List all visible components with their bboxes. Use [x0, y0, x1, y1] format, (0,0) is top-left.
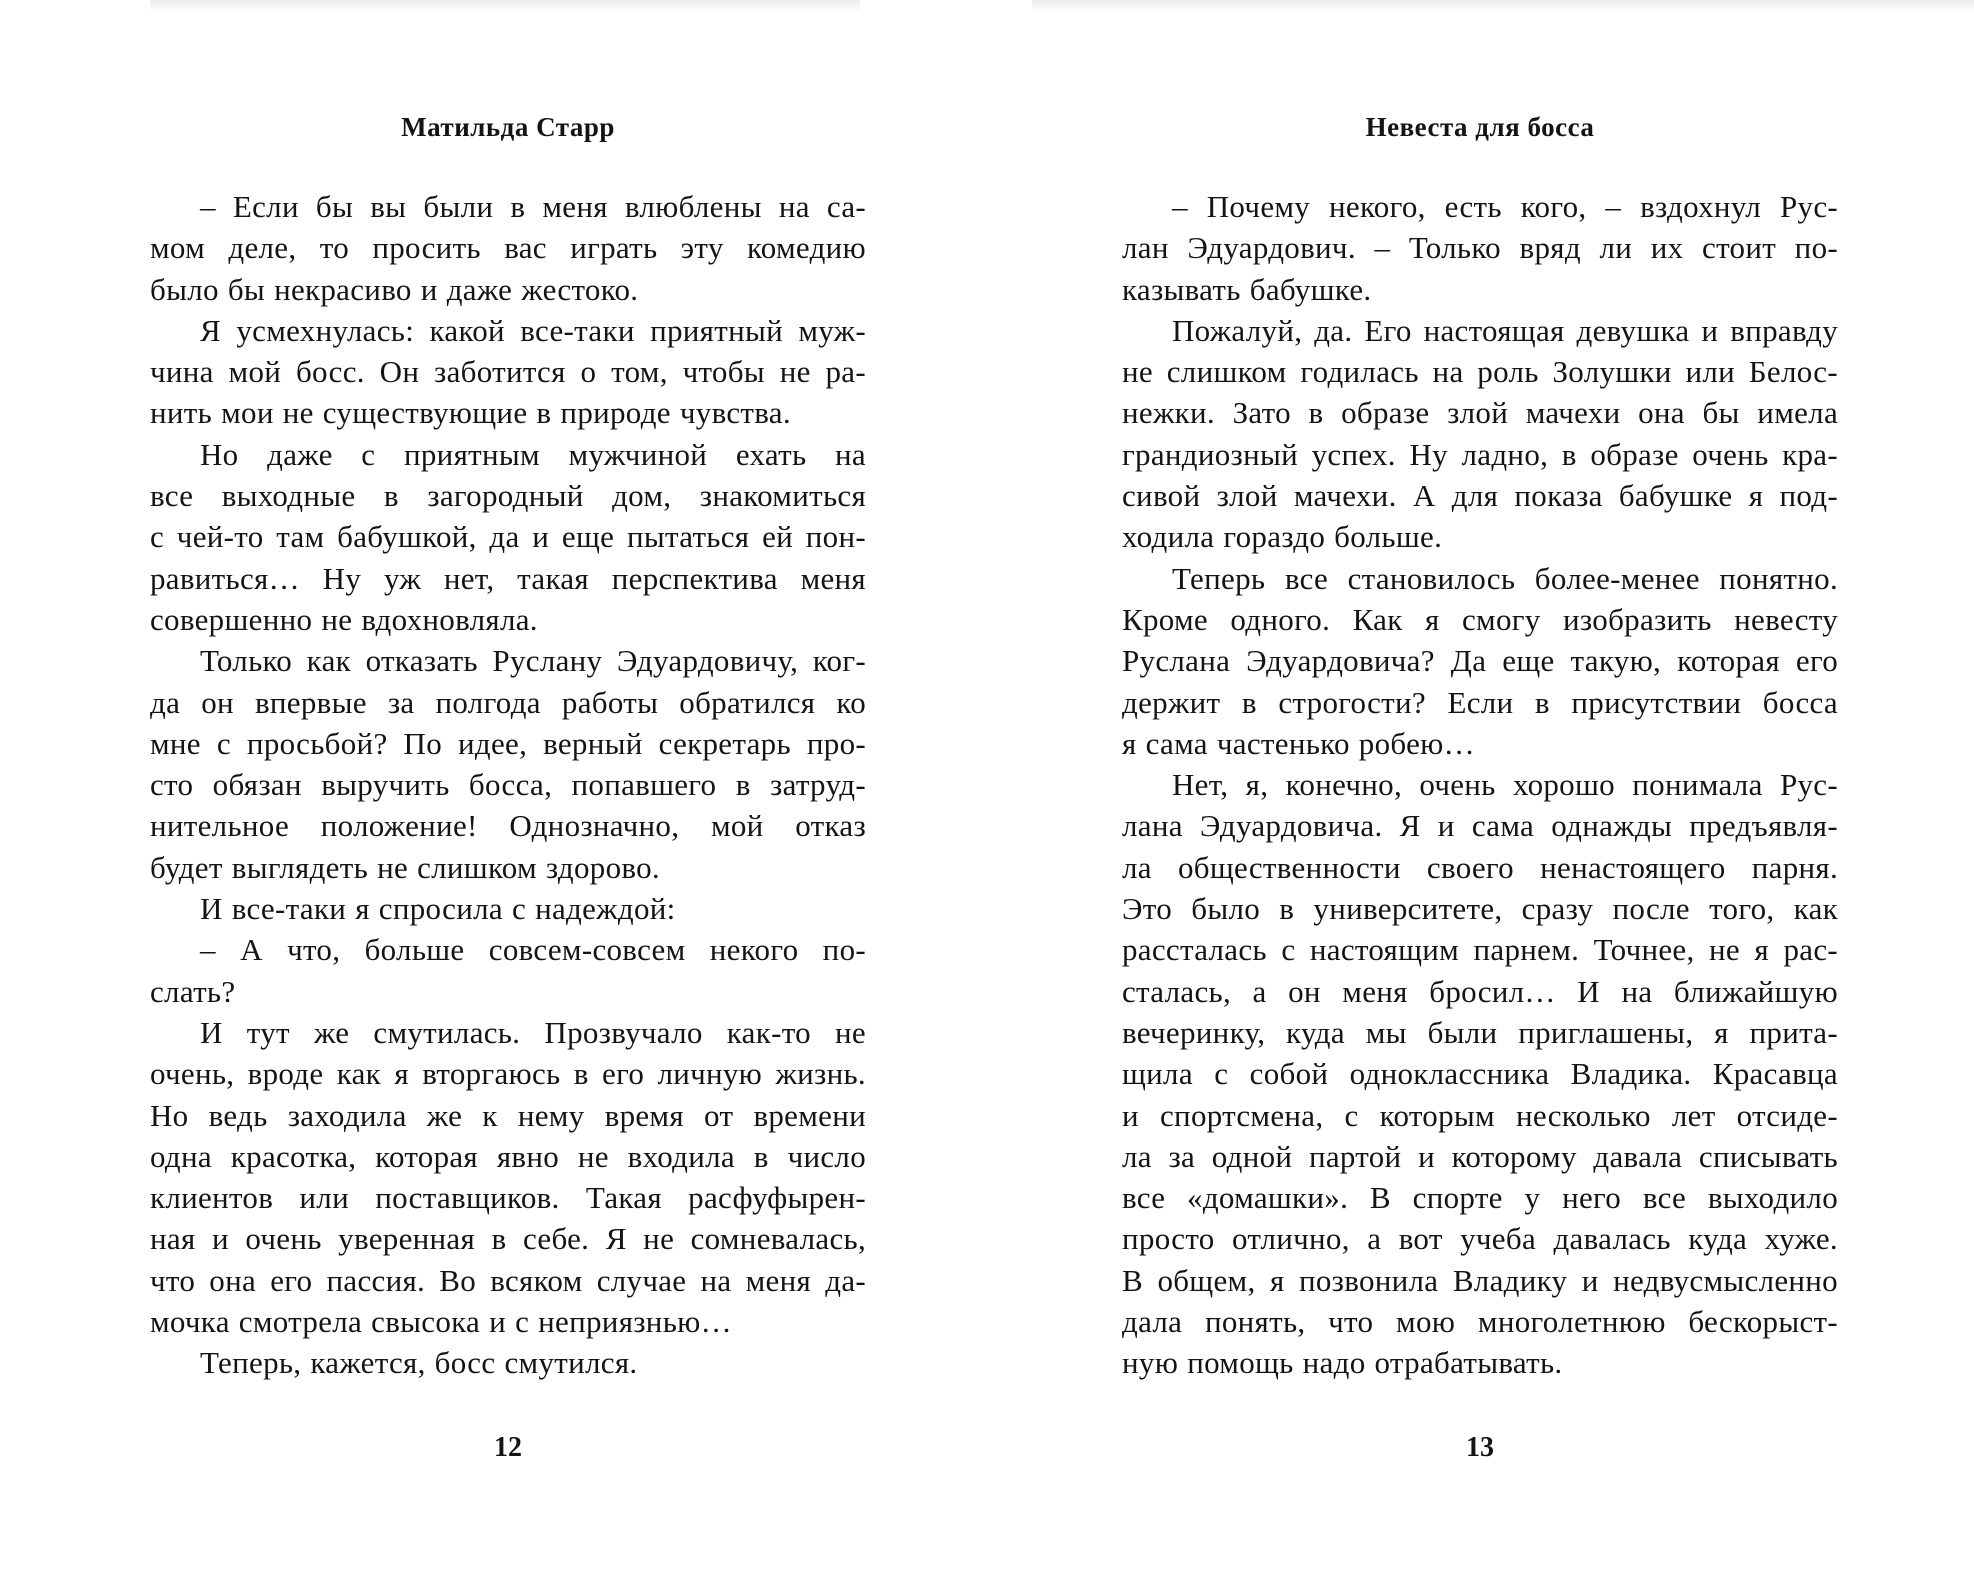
text-line: Кроме одного. Как я смогу изобразить невесту: [1122, 601, 1838, 637]
text-line: лан Эдуардович. – Только вряд ли их стоит по-: [1122, 230, 1838, 266]
text-line: клиентов или поставщиков. Такая расфуфырен-: [150, 1180, 866, 1216]
text-line: рассталась с настоящим парнем. Точнее, не я рас-: [1122, 932, 1838, 968]
right-page-number: 13: [1466, 1432, 1494, 1463]
text-line: нительное положение! Однозначно, мой отказ: [150, 808, 866, 844]
text-line: я сама частенько робею…: [1122, 725, 1475, 761]
text-line: все выходные в загородный дом, знакомиться: [150, 478, 866, 514]
right-page: [1122, 0, 1838, 1582]
text-line: мне с просьбой? По идее, верный секретарь про-: [150, 725, 866, 761]
text-line: казывать бабушке.: [1122, 271, 1372, 307]
left-running-header: Матильда Старр: [401, 112, 615, 142]
text-line: что она его пассия. Во всяком случае на меня да-: [150, 1262, 866, 1298]
text-line: сивой злой мачехи. А для показа бабушке я под-: [1122, 478, 1838, 514]
text-line: сто обязан выручить босса, попавшего в затруд-: [150, 767, 866, 803]
right-running-header: Невеста для босса: [1365, 112, 1595, 142]
text-line: щила с собой одноклассника Владика. Красавца: [1122, 1056, 1838, 1092]
text-line: совершенно не вдохновляла.: [150, 601, 538, 637]
text-line: одна красотка, которая явно не входила в число: [150, 1138, 866, 1174]
text-line: нежки. Зато в образе злой мачехи она бы имела: [1122, 395, 1838, 431]
text-line: да он впервые за полгода работы обратился ко: [150, 684, 866, 720]
text-line: мочка смотрела свысока и с неприязнью…: [150, 1304, 732, 1340]
text-line: Теперь, кажется, босс смутился.: [200, 1345, 638, 1381]
text-line: В общем, я позвонила Владику и недвусмысленно: [1122, 1262, 1838, 1298]
text-line: вечеринку, куда мы были приглашены, я прита-: [1122, 1014, 1838, 1050]
text-line: грандиозный успех. Ну ладно, в образе очень кра-: [1122, 436, 1838, 472]
left-page-number: 12: [494, 1432, 522, 1463]
text-line: нить мои не существующие в природе чувства.: [150, 395, 791, 431]
text-line: Но ведь заходила же к нему время от времени: [150, 1097, 866, 1133]
text-line: И все-таки я спросила с надеждой:: [200, 891, 676, 927]
left-body-text: [150, 186, 866, 1384]
text-line: равиться… Ну уж нет, такая перспектива меня: [150, 560, 866, 596]
text-line: будет выглядеть не слишком здорово.: [150, 849, 660, 885]
text-line: Теперь все становилось более-менее понятно.: [1172, 560, 1838, 596]
text-line: слать?: [150, 973, 236, 1009]
text-line: Это было в университете, сразу после того, как: [1122, 891, 1838, 927]
text-line: дала понять, что мою многолетнюю бескорыст-: [1122, 1304, 1838, 1340]
text-line: Я усмехнулась: какой все-таки приятный муж-: [200, 312, 866, 348]
text-line: все «домашки». В спорте у него все выходило: [1122, 1180, 1838, 1216]
text-line: – А что, больше совсем-совсем некого по-: [200, 932, 866, 968]
text-line: было бы некрасиво и даже жестоко.: [150, 271, 639, 307]
text-line: Но даже с приятным мужчиной ехать на: [200, 436, 866, 472]
text-line: Только как отказать Руслану Эдуардовичу, ког-: [200, 643, 866, 679]
text-line: – Если бы вы были в меня влюблены на са-: [200, 189, 866, 224]
text-line: сталась, а он меня бросил… И на ближайшую: [1122, 973, 1838, 1009]
text-line: ходила гораздо больше.: [1122, 519, 1443, 555]
text-line: и спортсмена, с которым несколько лет отсиде-: [1122, 1097, 1838, 1133]
text-line: – Почему некого, есть кого, – вздохнул Рус-: [1172, 189, 1838, 224]
text-line: ла за одной партой и которому давала списывать: [1122, 1138, 1838, 1174]
text-line: Пожалуй, да. Его настоящая девушка и вправду: [1172, 312, 1838, 348]
left-page: [150, 0, 866, 1582]
text-line: не слишком годилась на роль Золушки или Белос-: [1122, 354, 1838, 390]
text-line: держит в строгости? Если в присутствии босса: [1122, 684, 1838, 720]
text-line: очень, вроде как я вторгаюсь в его личную жизнь.: [150, 1056, 866, 1092]
text-line: чина мой босс. Он заботится о том, чтобы не ра-: [150, 354, 866, 390]
text-line: Руслана Эдуардовича? Да еще такую, которая его: [1122, 643, 1838, 679]
text-line: лана Эдуардовича. Я и сама однажды предъявля-: [1122, 808, 1838, 844]
text-line: ла общественности своего ненастоящего парня.: [1122, 849, 1838, 885]
text-line: просто отлично, а вот учеба давалась куда хуже.: [1122, 1221, 1838, 1257]
right-body-text: [1122, 186, 1838, 1384]
text-line: И тут же смутилась. Прозвучало как-то не: [200, 1014, 866, 1050]
text-line: Нет, я, конечно, очень хорошо понимала Рус-: [1172, 767, 1838, 803]
text-line: с чей-то там бабушкой, да и еще пытаться ей пон-: [150, 519, 866, 555]
text-line: ную помощь надо отрабатывать.: [1122, 1345, 1563, 1381]
text-line: ная и очень уверенная в себе. Я не сомневалась,: [150, 1221, 866, 1257]
text-line: мом деле, то просить вас играть эту комедию: [150, 230, 866, 266]
